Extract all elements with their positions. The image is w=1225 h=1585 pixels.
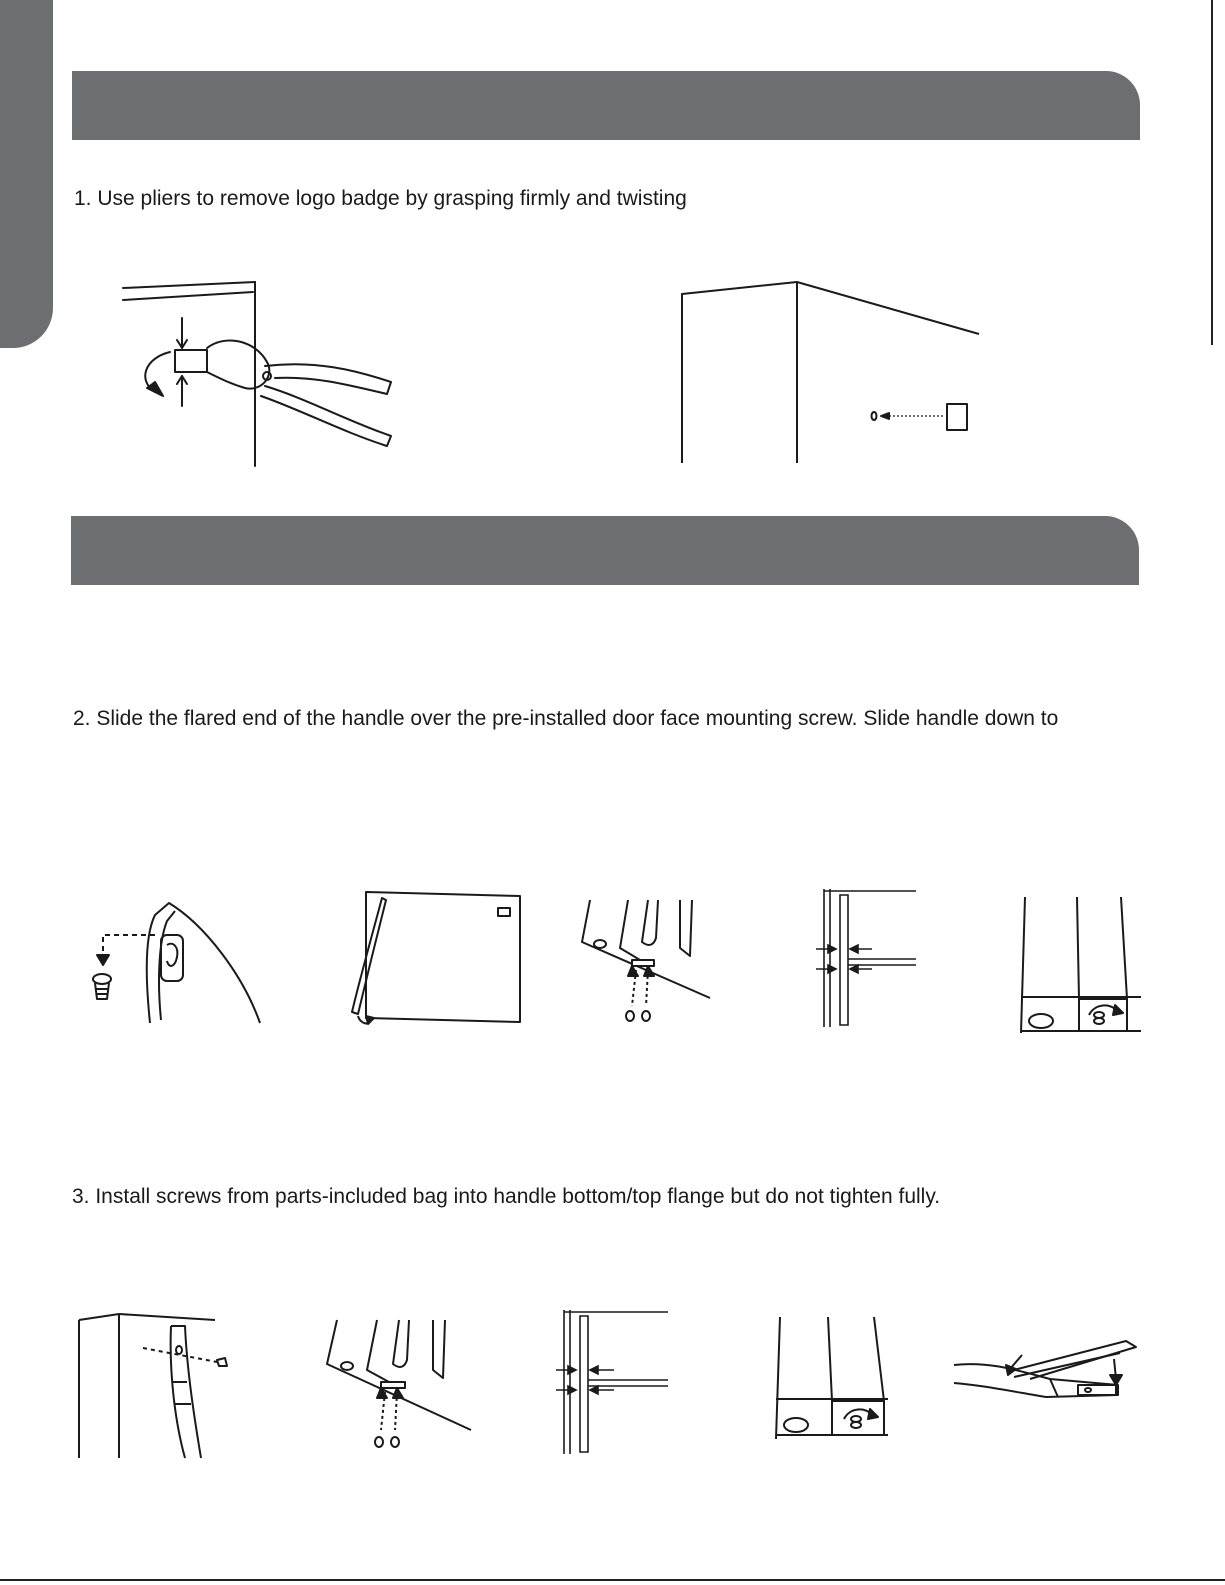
flange-screws-2-illustration [325,1318,475,1458]
side-screw-install-illustration [75,1312,235,1460]
door-bottom-twist-illustration [1015,893,1145,1038]
handle-mount-screw-illustration [75,895,265,1025]
flange-screws-illustration [580,898,720,1028]
gap-alignment-2-illustration [552,1306,672,1458]
section-side-tab [0,0,53,348]
door-badge-removed-illustration [675,278,985,468]
step-3-text: 3. Install screws from parts-included bag into handle bottom/top flange but do not tighten fully. [72,1185,941,1208]
right-edge-line [1211,0,1213,345]
section-banner-2 [71,516,1139,585]
gap-alignment-illustration [812,885,922,1030]
step-1-text: 1. Use pliers to remove logo badge by grasping firmly and twisting [74,187,687,210]
hand-tightening-illustration [950,1335,1145,1410]
section-banner-1 [72,71,1140,140]
door-bottom-twist-2-illustration [770,1313,895,1443]
handle-slide-door-illustration [340,888,530,1028]
bottom-edge-line [0,1579,1225,1581]
step-2-text: 2. Slide the flared end of the handle over the pre-installed door face mounting screw. Slide handle down to [73,707,1059,730]
pliers-twisting-badge-illustration [115,270,415,475]
